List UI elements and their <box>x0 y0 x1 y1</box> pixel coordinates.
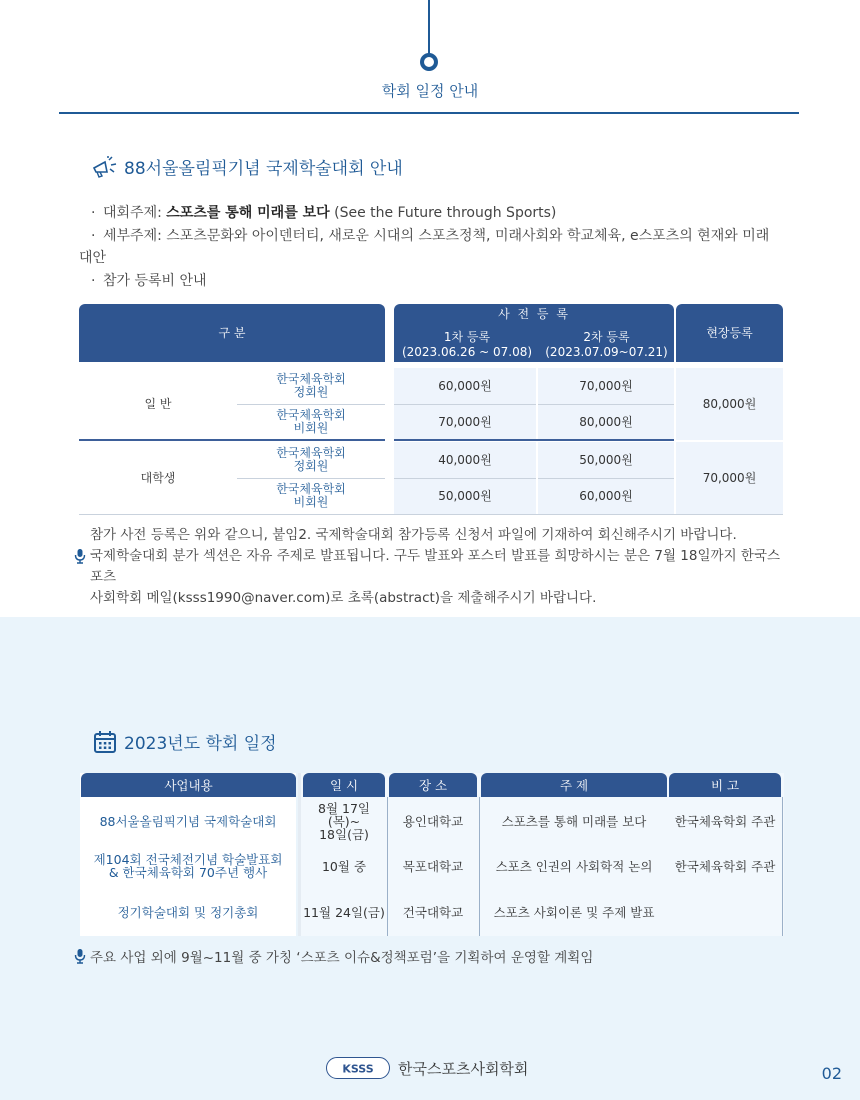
megaphone-icon <box>91 155 119 179</box>
schedule-event: 제104회 전국체전기념 학술발표회 & 한국체육학회 70주년 행사 <box>93 852 283 880</box>
timeline-node-icon <box>420 53 438 71</box>
fee-header-onsite: 현장등록 <box>676 304 783 362</box>
fee-table <box>79 304 783 516</box>
grid-line <box>237 404 385 405</box>
schedule-place: 목포대학교 <box>402 858 464 874</box>
section-divider <box>59 112 799 114</box>
schedule-topic: 스포츠 사회이론 및 주제 발표 <box>493 904 655 920</box>
microphone-icon <box>70 949 90 964</box>
bullet-theme: · 대회주제: 스포츠를 통해 미래를 보다 (See the Future through Sports) <box>91 205 557 221</box>
fee-value: 40,000원 <box>394 442 536 478</box>
schedule-note: 한국체육학회 주관 <box>674 813 776 829</box>
fee-member-type: 한국체육학회 정회원 <box>276 372 346 399</box>
fee-header-round1-dates: (2023.06.26 ~ 07.08) <box>401 344 533 359</box>
theme-label: 대회주제: <box>103 205 167 221</box>
grid-line <box>79 514 783 515</box>
conference-title: 88서울올림픽기념 국제학술대회 안내 <box>124 159 403 179</box>
grid-line <box>394 478 674 479</box>
fee-value: 80,000원 <box>538 405 674 440</box>
fee-value: 50,000원 <box>394 479 536 514</box>
fee-member-type: 한국체육학회 정회원 <box>276 446 346 473</box>
fee-header-round2-dates: (2023.07.09~07.21) <box>545 344 668 359</box>
group-divider <box>394 439 674 441</box>
note-text: 사회학회 메일(ksss1990@naver.com)로 초록(abstract)을 제출해주시기 바랍니다. <box>90 590 597 606</box>
bullet-fee: · 참가 등록비 안내 <box>91 270 791 293</box>
section-label: 학회 일정 안내 <box>381 82 479 100</box>
fee-header-pre: 사 전 등 록 <box>498 306 570 321</box>
microphone-icon <box>70 546 90 588</box>
fee-group-name: 일 반 <box>144 396 172 411</box>
theme-en: (See the Future through Sports) <box>329 205 557 221</box>
schedule-date: 11월 24일(금) <box>303 904 385 920</box>
schedule-header-place: 장 소 <box>389 773 477 797</box>
page-number: 02 <box>821 1064 842 1083</box>
fee-header-round2: 2차 등록 <box>583 329 630 344</box>
schedule-note: 한국체육학회 주관 <box>674 858 776 874</box>
conference-heading <box>91 154 403 179</box>
schedule-event: 정기학술대회 및 정기총회 <box>117 904 259 920</box>
organization-logo <box>326 1057 528 1079</box>
schedule-note <box>669 893 781 931</box>
grid-line <box>782 797 783 936</box>
fee-member-type: 한국체육학회 비회원 <box>276 408 346 435</box>
schedule-table <box>80 773 784 936</box>
note-line <box>70 525 790 546</box>
schedule-header-topic: 주 제 <box>481 773 667 797</box>
fee-member-type: 한국체육학회 비회원 <box>276 482 346 509</box>
sub-label: 세부주제: <box>103 227 167 244</box>
fee-header-category: 구 분 <box>79 304 385 362</box>
note-line <box>70 546 790 588</box>
fee-onsite-value: 70,000원 <box>676 442 783 514</box>
schedule-place: 용인대학교 <box>402 813 464 829</box>
sub-value: 스포츠문화와 아이덴터티, 새로운 시대의 스포츠정책, 미래사회와 학교체육, e스포츠의 현재와 미래 <box>166 227 770 244</box>
schedule-header-note: 비 고 <box>669 773 781 797</box>
logo-text: KSSS <box>342 1062 374 1076</box>
fee-value: 50,000원 <box>538 442 674 478</box>
sub-wrap: 대안 <box>79 250 107 266</box>
fee-label: 참가 등록비 안내 <box>103 272 207 289</box>
org-name: 한국스포츠사회학회 <box>398 1059 529 1078</box>
fee-value: 70,000원 <box>538 368 674 404</box>
note-line <box>70 588 790 609</box>
schedule-topic: 스포츠를 통해 미래를 보다 <box>501 813 647 829</box>
schedule-topic: 스포츠 인권의 사회학적 논의 <box>495 858 653 874</box>
schedule-heading <box>91 729 277 754</box>
grid-line <box>387 797 388 936</box>
grid-line <box>237 478 385 479</box>
fee-value: 60,000원 <box>538 479 674 514</box>
bullet-subtopics: · 세부주제: 스포츠문화와 아이덴터티, 새로운 시대의 스포츠정책, 미래사회와 학교체육, e스포츠의 현재와 미래 <box>91 227 770 244</box>
fee-value: 70,000원 <box>394 405 536 440</box>
ksss-logo-icon <box>326 1057 390 1079</box>
note-text: 참가 사전 등록은 위와 같으니, 붙임2. 국제학술대회 참가등록 신청서 파일에 기재하여 회신해주시기 바랍니다. <box>90 527 737 543</box>
fee-value: 60,000원 <box>394 368 536 404</box>
fee-header-round1: 1차 등록 <box>443 329 491 344</box>
footnote-text: 주요 사업 외에 9월~11월 중 가칭 ‘스포츠 이슈&정책포럼’을 기획하여 운영할 계획임 <box>90 950 594 966</box>
schedule-date: 8월 17일(목)~ 18일(금) <box>318 800 370 842</box>
schedule-place: 건국대학교 <box>402 904 464 920</box>
registration-notes <box>70 525 790 609</box>
fee-onsite-value: 80,000원 <box>676 368 783 440</box>
calendar-icon <box>91 730 119 754</box>
grid-line <box>479 797 480 936</box>
group-divider <box>79 439 385 441</box>
schedule-title: 2023년도 학회 일정 <box>124 734 277 754</box>
fee-group-name: 대학생 <box>140 470 176 485</box>
note-text: 국제학술대회 분가 섹션은 자유 주제로 발표됩니다. 구두 발표와 포스터 발표를 희망하시는 분은 7월 18일까지 한국스포츠 <box>90 548 781 585</box>
grid-line <box>394 404 674 405</box>
grid-line <box>298 773 301 936</box>
theme-value: 스포츠를 통해 미래를 보다 <box>166 205 330 221</box>
schedule-footnote <box>70 946 593 966</box>
schedule-header-date: 일 시 <box>303 773 385 797</box>
conference-details <box>79 202 791 292</box>
timeline-line <box>428 0 430 54</box>
schedule-header-event: 사업내용 <box>81 773 296 797</box>
schedule-event: 88서울올림픽기념 국제학술대회 <box>99 813 277 829</box>
schedule-date: 10월 중 <box>321 858 367 874</box>
